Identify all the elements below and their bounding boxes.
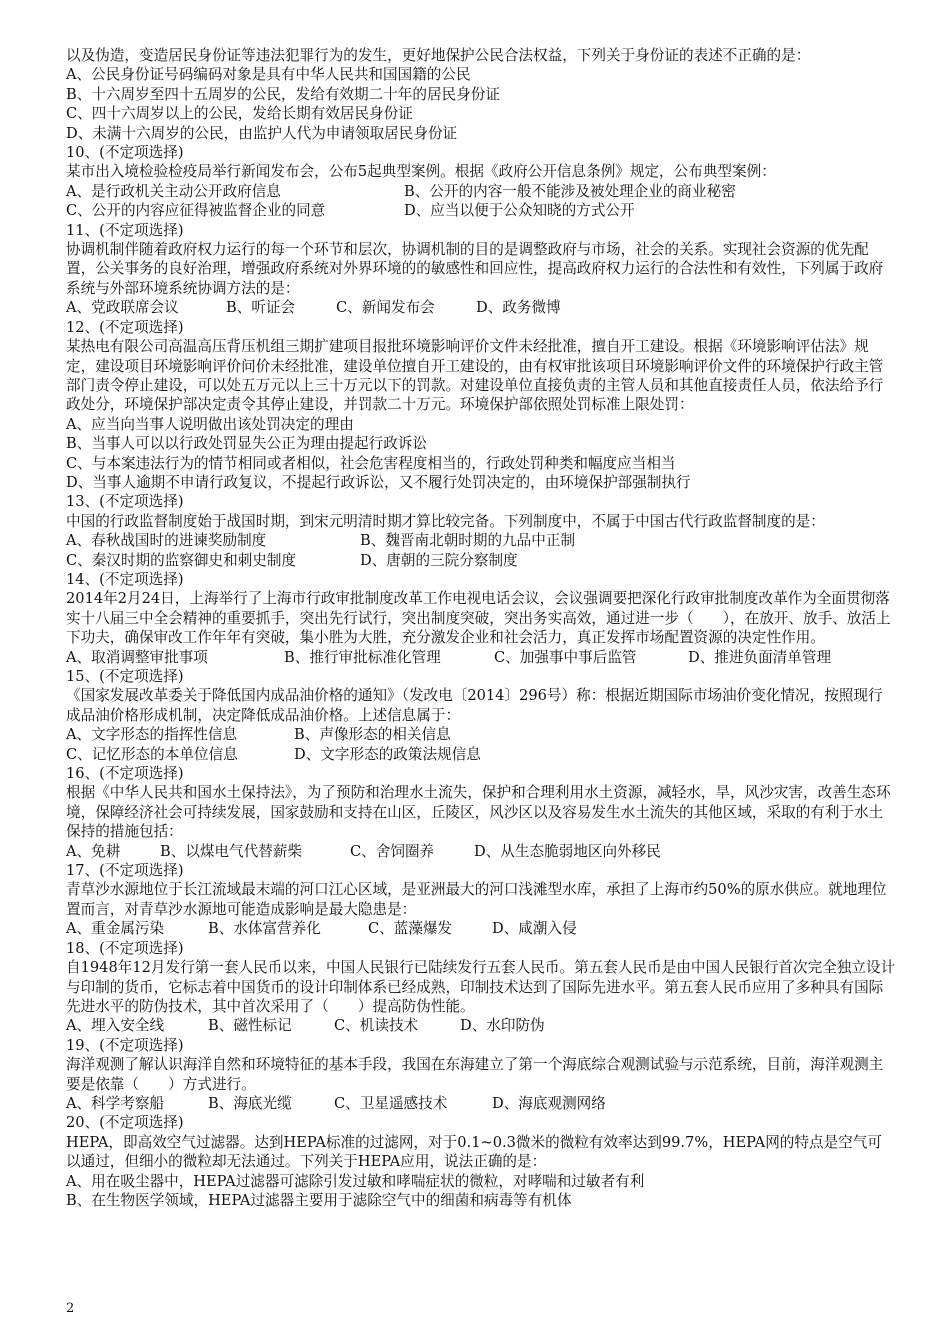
question-20 <box>66 1113 896 1210</box>
question-16 <box>66 764 896 861</box>
question-18 <box>66 939 896 1036</box>
option: C、蓝藻爆发 <box>368 920 453 938</box>
options-row <box>66 298 896 317</box>
options-row <box>66 919 896 938</box>
question-stem: 青草沙水源地位于长江流域最末端的河口江心区域，是亚洲最大的河口浅滩型水库，承担了上海市约50%的原水供应。就地理位置而言，对青草沙水源地可能造成影响是最大隐患是： <box>66 881 887 918</box>
option: D、从生态脆弱地区向外移民 <box>474 842 661 860</box>
option: D、咸潮入侵 <box>492 920 577 938</box>
option: C、卫星遥感技术 <box>334 1094 448 1112</box>
question-stem: 根据《中华人民共和国水土保持法》，为了预防和治理水土流失，保护和合理利用水土资源，减轻水，旱，风沙灾害，改善生态环境，保障经济社会可持续发展，国家鼓励和支持在山区，丘陵区，风沙区以及容易发生水土流失的其他区域，采取的有利于水土保持的措施包括： <box>66 784 891 841</box>
question-stem: 中国的行政监督制度始于战国时期，到宋元明清时期才算比较完备。下列制度中，不属于中国古代行政监督制度的是： <box>66 512 825 530</box>
option: D、文字形态的政策法规信息 <box>294 745 481 763</box>
question-14 <box>66 570 896 667</box>
option: B、十六周岁至四十五周岁的公民，发给有效期二十年的居民身份证 <box>66 85 500 103</box>
option: A、文字形态的指挥性信息 <box>66 726 238 744</box>
question-stem: 海洋观测了解认识海洋自然和环境特征的基本手段，我国在东海建立了第一个海底综合观测试验与示范系统，目前，海洋观测主要是依靠（ ）方式进行。 <box>66 1056 884 1093</box>
question-9-continued <box>66 46 896 143</box>
options-row <box>66 182 896 201</box>
question-stem: 某市出入境检验检疫局举行新闻发布会，公布5起典型案例。根据《政府公开信息条例》规定，公布典型案例： <box>66 163 776 181</box>
options-row <box>66 725 896 744</box>
option: D、推进负面清单管理 <box>688 648 832 666</box>
option: A、取消调整审批事项 <box>66 648 208 666</box>
question-12 <box>66 318 896 493</box>
option: C、加强事中事后监管 <box>494 648 637 666</box>
option: A、春秋战国时的进谏奖励制度 <box>66 532 267 550</box>
option: A、用在吸尘器中，HEPA过滤器可滤除引发过敏和哮喘症状的微粒，对哮喘和过敏者有利 <box>66 1172 645 1190</box>
question-header: 19、(不定项选择) <box>66 1036 184 1054</box>
option: A、应当向当事人说明做出该处罚决定的理由 <box>66 415 354 433</box>
options-row <box>66 648 896 667</box>
options-row <box>66 531 896 550</box>
question-header: 20、(不定项选择) <box>66 1114 184 1132</box>
option: C、机读技术 <box>334 1017 419 1035</box>
question-17 <box>66 861 896 939</box>
option: A、埋入安全线 <box>66 1017 165 1035</box>
question-stem: HEPA，即高效空气过滤器。达到HEPA标准的过滤网，对于0.1~0.3微米的微粒有效率达到99.7%，HEPA网的特点是空气可以通过，但细小的微粒却无法通过。下列关于HEPA应用，说法正确的是： <box>66 1133 882 1171</box>
options-row <box>66 1094 896 1113</box>
option: D、水印防伪 <box>460 1017 545 1035</box>
question-header: 15、(不定项选择) <box>66 668 184 685</box>
question-header: 14、(不定项选择) <box>66 570 184 588</box>
option: C、四十六周岁以上的公民，发给长期有效居民身份证 <box>66 105 413 123</box>
option: B、磁性标记 <box>208 1017 292 1035</box>
option: B、魏晋南北朝时期的九品中正制 <box>360 532 576 550</box>
option: B、声像形态的相关信息 <box>294 726 451 744</box>
question-header: 10、(不定项选择) <box>66 144 184 162</box>
options-row <box>66 201 896 220</box>
document-page <box>66 46 896 1210</box>
option: C、舍饲圈养 <box>350 842 435 860</box>
option: C、与本案违法行为的情节相同或者相似，社会危害程度相当的，行政处罚种类和幅度应当相当 <box>66 454 676 472</box>
question-header: 13、(不定项选择) <box>66 493 184 511</box>
question-stem: 协调机制伴随着政府权力运行的每一个环节和层次，协调机制的目的是调整政府与市场，社会的关系。实现社会资源的优先配置，公关事务的良好治理，增强政府系统对外界环境的的敏感性和回应性，提高政府权力运行的合法性和有效性，下列属于政府系统与外部环境系统协调方法的是： <box>66 241 884 297</box>
question-header: 11、(不定项选择) <box>66 221 184 239</box>
question-header: 16、(不定项选择) <box>66 765 184 783</box>
question-stem: 某热电有限公司高温高压背压机组三期扩建项目报批环境影响评价文件未经批准，擅自开工建设。根据《环境影响评估法》规定，建设项目环境影响评价问价未经批准，建设单位擅自开工建设的，由有权审批该项目环境影响评价文件的环境保护行政主管部门责令停止建设，可以处五万元以上三十万元以下的罚款。对建设单位直接负责的主管人员和其他直接责任人员，依法给予行政处分，环境保护部决定责令其停止建设，并罚款二十万元。环境保护部依照处罚标准上限处罚： <box>66 338 884 414</box>
question-13 <box>66 492 896 570</box>
option: C、新闻发布会 <box>336 299 435 317</box>
option: D、唐朝的三院分察制度 <box>360 551 518 569</box>
option: D、未满十六周岁的公民，由监护人代为申请领取居民身份证 <box>66 124 458 142</box>
question-header: 12、(不定项选择) <box>66 318 184 336</box>
question-header: 17、(不定项选择) <box>66 862 184 880</box>
option: A、免耕 <box>66 842 121 860</box>
question-stem: 2014年2月24日，上海举行了上海市行政审批制度改革工作电视电话会议，会议强调要把深化行政审批制度改革作为全面贯彻落实十八届三中全会精神的重要抓手，突出先行试行，突出制度突破，突出务实高效，通过进一步（ ），在放开、放手、放活上下功夫，确保审改工作年年有突破，集小胜为大胜，充分激发企业和社会活力，真正发挥市场配置资源的决定性作用。 <box>66 590 891 647</box>
option: A、重金属污染 <box>66 920 165 938</box>
option: B、公开的内容一般不能涉及被处理企业的商业秘密 <box>404 182 736 200</box>
option: A、科学考察船 <box>66 1094 165 1112</box>
question-15 <box>66 667 896 764</box>
question-stem: 自1948年12月发行第一套人民币以来，中国人民银行已陆续发行五套人民币。第五套人民币是由中国人民银行首次完全独立设计与印制的货币，它标志着中国货币的设计印制体系已经成熟，印制技术达到了国际先进水平。第五套人民币应用了多种具有国际先进水平的防伪技术，其中首次采用了（ ）提高防伪性能。 <box>66 959 896 1015</box>
options-row <box>66 745 896 764</box>
option: B、以煤电气代替薪柴 <box>160 842 303 860</box>
question-10 <box>66 143 896 221</box>
option: B、推行审批标准化管理 <box>284 648 441 666</box>
option: D、应当以便于公众知晓的方式公开 <box>404 202 635 220</box>
option: D、政务微博 <box>476 299 561 317</box>
option: A、党政联席会议 <box>66 299 179 317</box>
option: B、海底光缆 <box>208 1094 292 1112</box>
page-number: 2 <box>66 1301 75 1316</box>
question-11 <box>66 221 896 318</box>
options-row <box>66 551 896 570</box>
option: B、当事人可以以行政处罚显失公正为理由提起行政诉讼 <box>66 435 427 453</box>
option: C、公开的内容应征得被监督企业的同意 <box>66 202 326 220</box>
option: B、在生物医学领域，HEPA过滤器主要用于滤除空气中的细菌和病毒等有机体 <box>66 1191 572 1209</box>
option: B、听证会 <box>226 299 296 317</box>
question-header: 18、(不定项选择) <box>66 939 184 957</box>
option: C、记忆形态的本单位信息 <box>66 745 238 763</box>
options-row <box>66 842 896 861</box>
options-row <box>66 1016 896 1035</box>
option: D、海底观测网络 <box>492 1094 606 1112</box>
option: B、水体富营养化 <box>208 920 321 938</box>
question-stem: 以及伪造，变造居民身份证等违法犯罪行为的发生，更好地保护公民合法权益，下列关于身份证的表述不正确的是： <box>66 47 811 64</box>
option: C、秦汉时期的监察御史和刺史制度 <box>66 551 297 569</box>
question-stem: 《国家发展改革委关于降低国内成品油价格的通知》（发改电〔2014〕296号）称：根据近期国际市场油价变化情况，按照现行成品油价格形成机制，决定降低成品油价格。上述信息属于： <box>66 687 883 724</box>
option: A、公民身份证号码编码对象是具有中华人民共和国国籍的公民 <box>66 66 471 84</box>
option: D、当事人逾期不申请行政复议，不提起行政诉讼，又不履行处罚决定的，由环境保护部强制执行 <box>66 473 691 491</box>
question-19 <box>66 1036 896 1114</box>
option: A、是行政机关主动公开政府信息 <box>66 182 281 200</box>
